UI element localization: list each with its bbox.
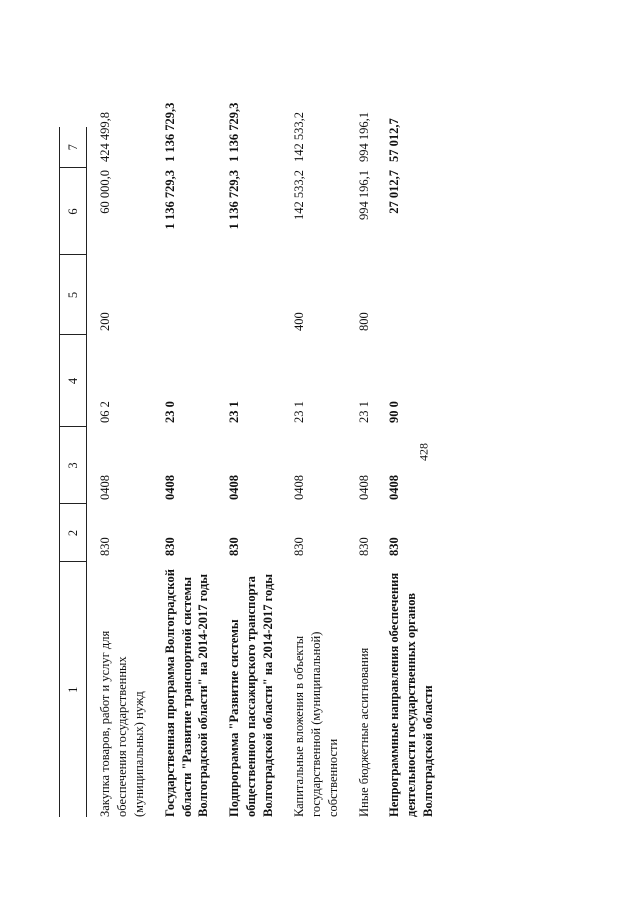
row-amount-6: 1 136 729,3	[162, 170, 177, 230]
row-expense-type: 400	[291, 312, 306, 331]
row-amount-6: 994 196,1	[356, 170, 371, 220]
row-expense-type	[152, 255, 217, 335]
row-amount-7: 1 136 729,3	[227, 102, 242, 162]
row-amount-6: 60 000,0	[98, 170, 112, 214]
row-program-code: 23 0	[162, 401, 177, 423]
budget-table	[59, 102, 441, 817]
row-amount-7: 424 499,8	[98, 112, 112, 162]
row-amount-6: 1 136 729,3	[227, 170, 242, 230]
header-col-1: 1	[60, 562, 87, 817]
row-section-code: 0408	[98, 475, 112, 500]
row-amount-7: 1 136 729,3	[162, 102, 177, 162]
table-row	[346, 127, 377, 817]
row-name: Непрограммные направления обеспечения деятельности государственных органов Волгоградской области	[387, 572, 436, 817]
header-col-2: 2	[60, 504, 87, 562]
table-row	[152, 127, 217, 817]
row-name: Подпрограмма "Развитие системы общественного пассажирского транспорта Волгоградской области" на 2014-2017 годы	[227, 573, 275, 817]
row-name: Государственная программа Волгоградской области "Развитие транспортной системы Волгоградской области" на 2014-2017 годы	[162, 569, 211, 817]
row-amount-7: 142 533,2	[291, 112, 306, 162]
header-col-6: 6	[60, 168, 87, 255]
table-row	[281, 127, 346, 817]
row-section-code: 0408	[162, 475, 177, 500]
row-name: Иные бюджетные ассигнования	[356, 647, 371, 817]
page-number: 428	[416, 443, 431, 461]
row-section-code: 0408	[291, 475, 306, 500]
header-col-4: 4	[60, 335, 87, 427]
header-col-7: 7	[60, 127, 87, 168]
row-ministry-code: 830	[162, 537, 177, 556]
table-row	[87, 127, 152, 817]
table-row	[216, 127, 281, 817]
row-amount-6: 142 533,2	[291, 170, 306, 220]
row-name: Капитальные вложения в объекты государственной (муниципальной) собственности	[291, 631, 340, 817]
row-program-code: 06 2	[98, 401, 112, 423]
row-ministry-code: 830	[227, 537, 242, 556]
row-section-code: 0408	[387, 475, 402, 500]
row-expense-type: 800	[356, 312, 371, 331]
row-program-code: 23 1	[356, 401, 371, 423]
header-col-5: 5	[60, 255, 87, 335]
row-program-code: 23 1	[291, 401, 306, 423]
budget-table-rotated	[59, 102, 499, 817]
row-amount-7: 57 012,7	[387, 118, 402, 162]
row-expense-type	[376, 255, 441, 335]
row-ministry-code: 830	[387, 537, 402, 556]
header-row	[60, 127, 87, 817]
row-expense-type	[216, 255, 281, 335]
row-program-code: 23 1	[227, 401, 242, 423]
row-ministry-code: 830	[98, 537, 112, 556]
row-amount-6: 27 012,7	[387, 170, 402, 214]
row-ministry-code: 830	[356, 537, 371, 556]
row-amount-7: 994 196,1	[356, 112, 371, 162]
row-section-code: 0408	[356, 475, 371, 500]
row-section-code: 0408	[227, 475, 242, 500]
row-ministry-code: 830	[291, 537, 306, 556]
row-name: Закупка товаров, работ и услуг для обеспечения государственных (муниципальных) нужд	[98, 630, 146, 817]
header-col-3: 3	[60, 427, 87, 504]
row-program-code: 90 0	[387, 401, 402, 423]
row-expense-type: 200	[98, 312, 112, 331]
table-row	[376, 127, 441, 817]
